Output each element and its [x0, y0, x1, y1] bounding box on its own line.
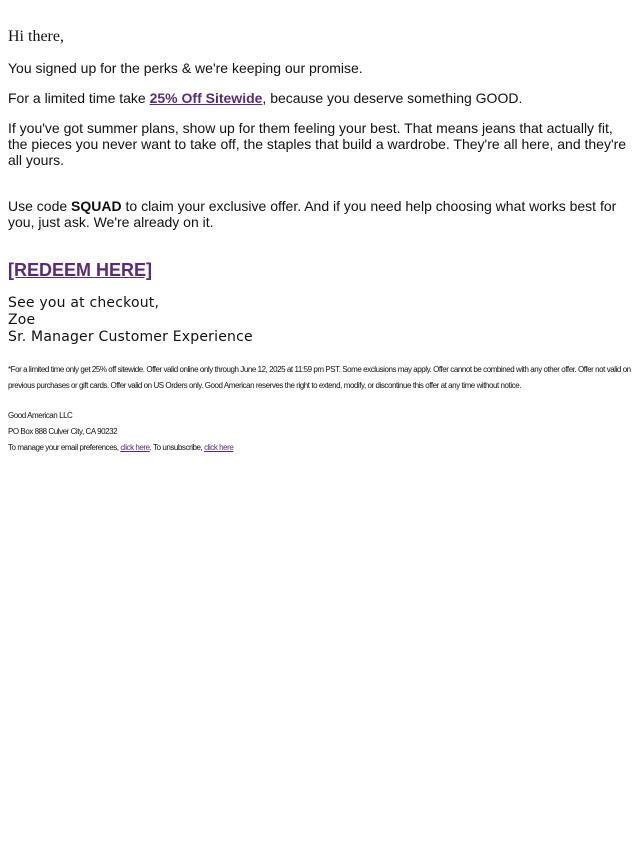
code-text-before: Use code [8, 198, 72, 214]
greeting: Hi there, [8, 28, 64, 45]
promo-code: SQUAD [71, 198, 122, 214]
prefs-text: To manage your email preferences, [8, 443, 121, 452]
email-preferences [8, 440, 632, 456]
offer-paragraph [8, 90, 632, 106]
intro-paragraph: You signed up for the perks & we're keeping our promise. [8, 60, 363, 76]
unsubscribe-link[interactable]: click here [204, 443, 234, 452]
code-text-after: to claim your exclusive offer. And if you need help choosing what works best for you, just ask. We're already on it. [8, 198, 617, 230]
legal-disclaimer: *For a limited time only get 25% off sitewide. Offer valid online only through June 12, 2025 at 11:59 pm PST. Some exclusions may apply. Offer cannot be combined with any other offer. Offer not valid on previous purchases or gift cards. Offer valid on US Orders only. Good American reserves the right to extend, modify, or discontinue this offer at any time without notice. [8, 365, 631, 390]
offer-text-before: For a limited time take [8, 90, 150, 106]
offer-link[interactable]: 25% Off Sitewide [149, 90, 263, 106]
signoff-line: See you at checkout, [8, 295, 160, 311]
company-name: Good American LLC [8, 411, 73, 420]
company-address: PO Box 888 Culver City, CA 90232 [8, 427, 118, 436]
unsub-text: . To unsubscribe, [149, 443, 205, 452]
signoff-name: Zoe [8, 312, 36, 328]
summer-paragraph: If you've got summer plans, show up for them feeling your best. That means jeans that actually fit, the pieces you never want to take off, the staples that build a wardrobe. They're all here, and they're all yours. [8, 120, 627, 168]
signoff [8, 295, 253, 346]
preferences-link[interactable]: click here [120, 443, 150, 452]
redeem-link[interactable]: [REDEEM HERE] [8, 260, 153, 280]
code-paragraph [8, 198, 632, 230]
offer-text-after: , because you deserve something GOOD. [262, 90, 523, 106]
signoff-title: Sr. Manager Customer Experience [8, 329, 253, 345]
